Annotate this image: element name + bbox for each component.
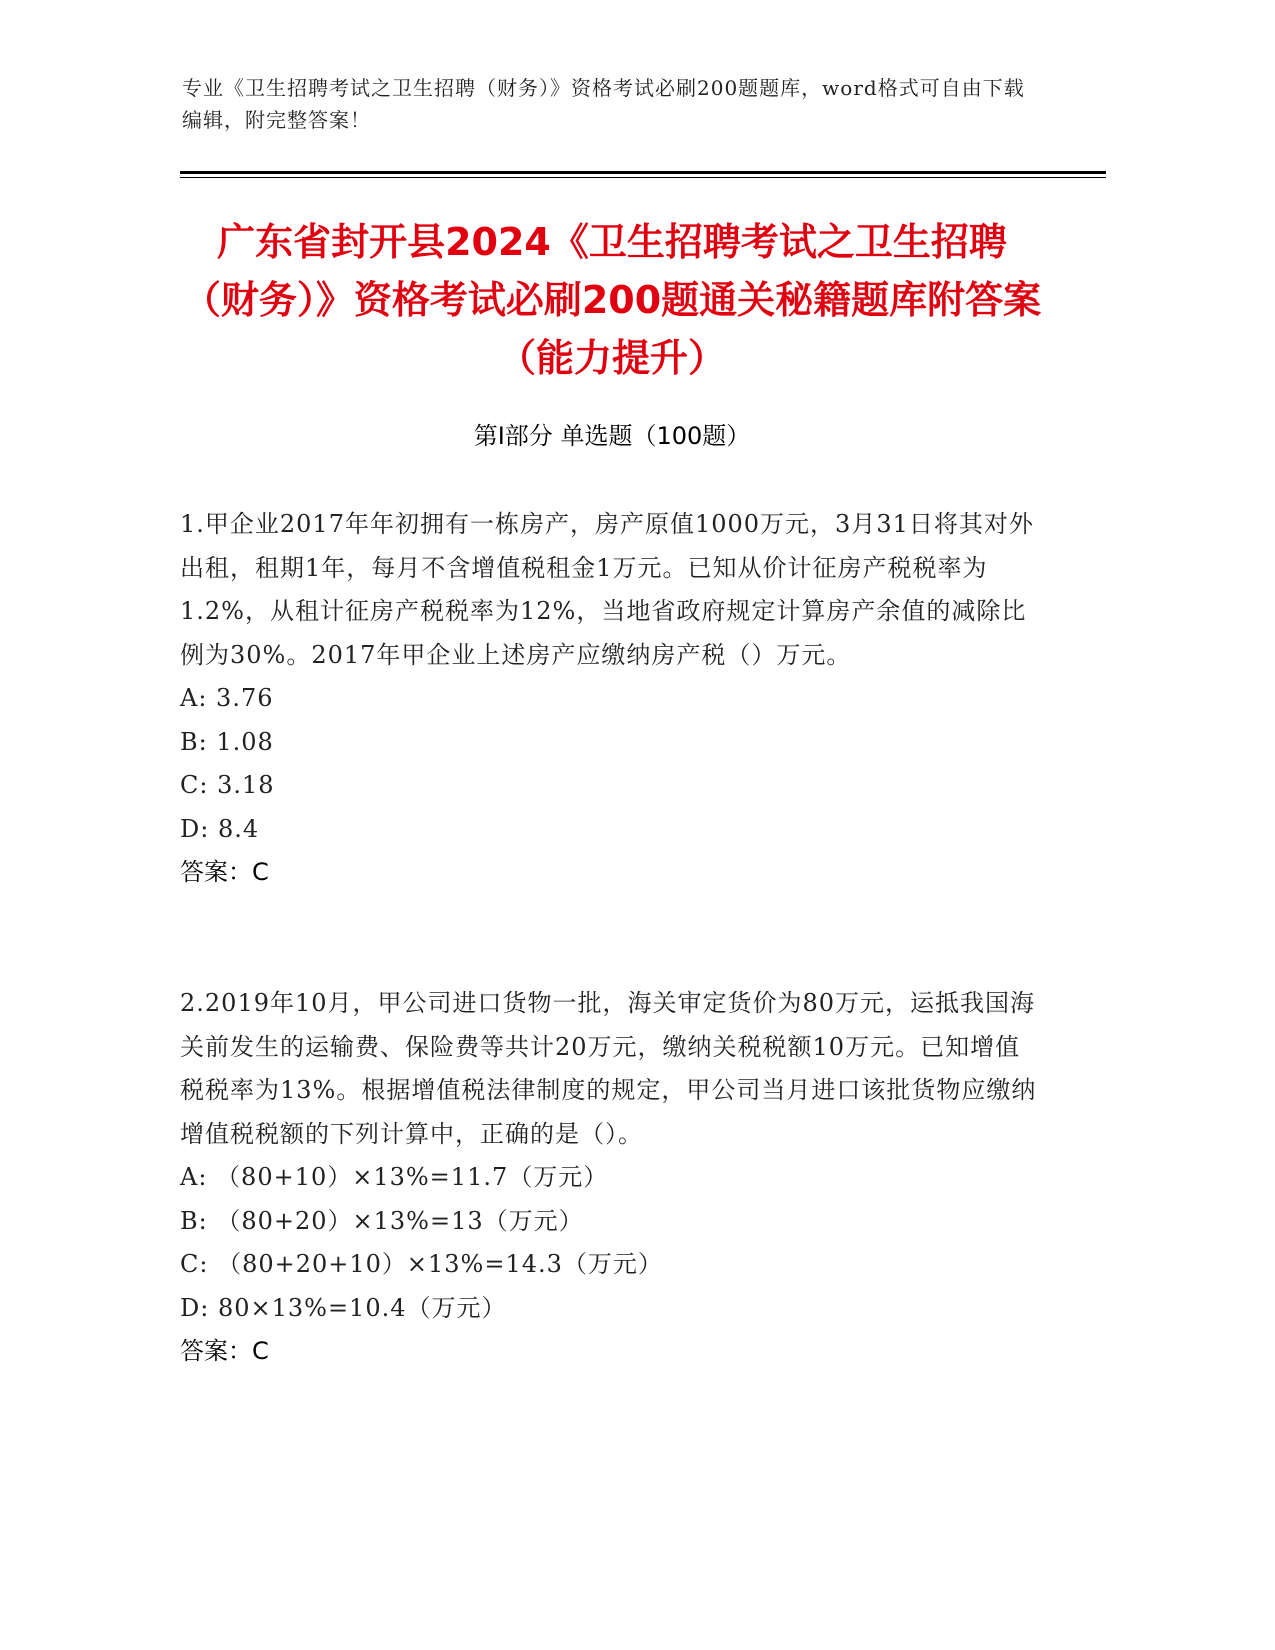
- section-title: 第Ⅰ部分 单选题（100题）: [473, 422, 751, 450]
- option-d: D: 80×13%=10.4（万元）: [180, 1293, 507, 1322]
- header-note: 专业《卫生招聘考试之卫生招聘（财务）》资格考试必刷200题题库，word格式可自由下载编辑，附完整答案！: [182, 76, 1025, 132]
- option-c: C: 3.18: [180, 771, 275, 799]
- answer: 答案：C: [180, 1337, 269, 1365]
- option-b: B: （80+20）×13%=13（万元）: [180, 1206, 584, 1235]
- document-title: 广东省封开县2024《卫生招聘考试之卫生招聘（财务）》资格考试必刷200题通关秘籍题库附答案（能力提升）: [182, 220, 1042, 380]
- question-stem: 2.2019年10月，甲公司进口货物一批，海关审定货价为80万元，运抵我国海关前发生的运输费、保险费等共计20万元，缴纳关税税额10万元。已知增值税税率为13%。根据增值税法律制度的规定，甲公司当月进口该批货物应缴纳增值税税额的下列计算中，正确的是（）。: [180, 989, 1037, 1148]
- header-rule-thick: [180, 171, 1106, 174]
- option-a: A: （80+10）×13%=11.7（万元）: [180, 1163, 609, 1191]
- option-b: B: 1.08: [180, 727, 274, 756]
- option-c: C: （80+20+10）×13%=14.3（万元）: [180, 1250, 663, 1278]
- question-1: [180, 503, 1042, 895]
- question-2: [180, 982, 1042, 1374]
- question-stem: 1.甲企业2017年年初拥有一栋房产，房产原值1000万元，3月31日将其对外出租，租期1年，每月不含增值税租金1万元。已知从价计征房产税税率为1.2%，从租计征房产税税率为12%，当地省政府规定计算房产余值的减除比例为30%。2017年甲企业上述房产应缴纳房产税（）万元。: [180, 510, 1034, 669]
- option-d: D: 8.4: [180, 814, 260, 843]
- option-a: A: 3.76: [180, 684, 274, 712]
- answer: 答案：C: [180, 858, 269, 886]
- header-rule-thin: [180, 177, 1106, 178]
